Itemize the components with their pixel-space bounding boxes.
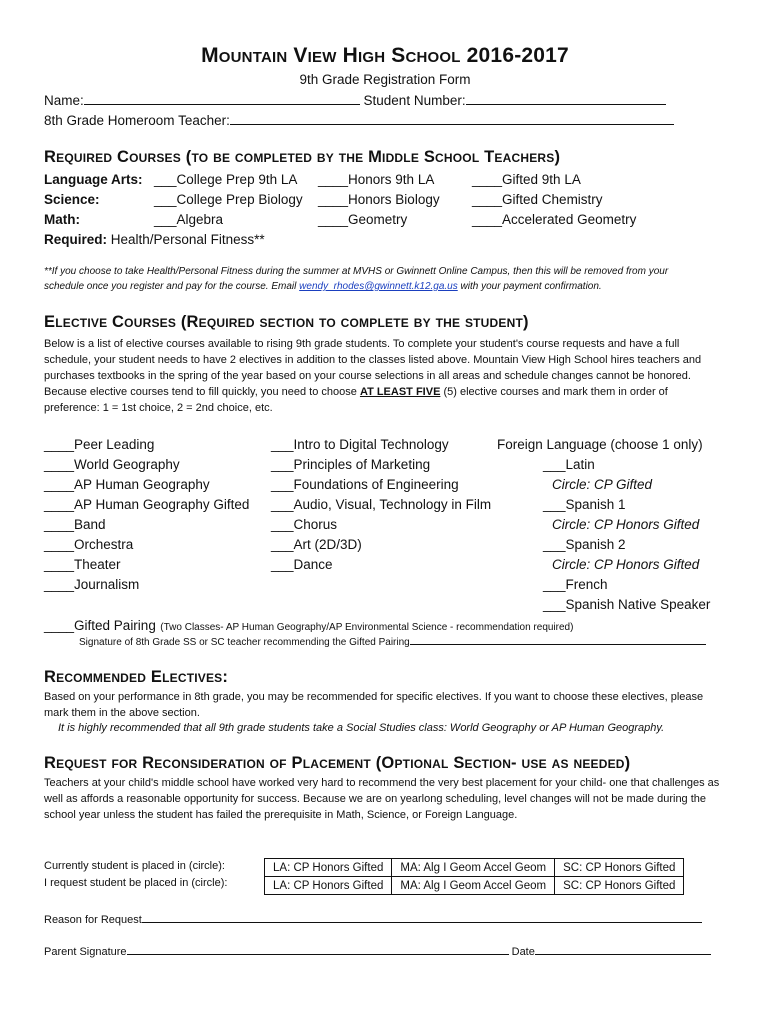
page-title: Mountain View High School 2016-2017 [201,44,569,67]
placement-table [264,858,684,895]
table-row [265,859,684,877]
parent-signature-row [44,943,711,958]
fitness-note-text-b: with your payment confirmation. [457,281,602,292]
required-value: Health/Personal Fitness** [110,232,265,247]
social-studies-note: It is highly recommended that all 9th grade students take a Social Studies class: World Geography or AP Human Geography. [58,722,665,734]
name-field[interactable] [84,92,360,105]
latin-level-circle[interactable]: Circle: CP Gifted [552,477,653,492]
current-placement-label: Currently student is placed in (circle): [44,860,225,872]
elective-heading: Elective Courses (Required section to complete by the student) [44,313,529,331]
spanish-1-level-circle[interactable]: Circle: CP Honors Gifted [552,517,700,532]
required-course-cp-la[interactable]: ___College Prep 9th LA [154,172,298,187]
name-label: Name: [44,93,84,108]
foreign-latin[interactable]: ___Latin [543,457,595,472]
elective-marketing[interactable]: ___Principles of Marketing [271,457,431,472]
elective-art[interactable]: ___Art (2D/3D) [271,537,362,552]
elective-journalism[interactable]: ____Journalism [44,577,140,592]
requested-placement-label: I request student be placed in (circle): [44,877,228,889]
required-course-honors-la[interactable]: ____Honors 9th LA [318,172,435,187]
fitness-note-line2 [44,281,602,292]
elective-intro-digital-tech[interactable]: ___Intro to Digital Technology [271,437,449,452]
required-course-gifted-la[interactable]: ____Gifted 9th LA [472,172,581,187]
fitness-note-line1: **If you choose to take Health/Personal Fitness during the summer at MVHS or Gwinnett Online Campus, then this will be removed from your [44,266,669,277]
required-label: Required: [44,232,108,247]
reason-field[interactable] [142,911,702,923]
required-course-honors-biology[interactable]: ____Honors Biology [318,192,440,207]
date-label: Date [511,946,535,958]
elective-peer-leading[interactable]: ____Peer Leading [44,437,155,452]
form-subtitle: 9th Grade Registration Form [299,72,471,87]
required-row [44,232,265,247]
gifted-signature-field[interactable] [410,634,706,645]
current-math-options[interactable]: MA: Alg I Geom Accel Geom [392,859,555,877]
homeroom-label: 8th Grade Homeroom Teacher: [44,113,230,128]
elective-instructions-a: Below is a list of elective courses available to rising 9th grade students. To complete your student's course requests and have a full schedule, your student needs to have 2 electives in addition to the classes listed above. Mountain View High School hires teachers and purchases textbooks in the spring of the year based on your course selections in all areas and schedule changes cannot be honored. Because elective courses tend to fill quickly, you need to choose [44,338,702,398]
reason-label: Reason for Request [44,914,142,926]
requested-la-options[interactable]: LA: CP Honors Gifted [265,877,392,895]
name-row [44,92,666,108]
table-row [265,877,684,895]
elective-instructions [44,336,724,416]
reconsideration-heading: Request for Reconsideration of Placement (Optional Section- use as needed) [44,754,631,772]
elective-world-geography[interactable]: ____World Geography [44,457,180,472]
recommended-heading: Recommended Electives: [44,668,229,686]
elective-orchestra[interactable]: ____Orchestra [44,537,134,552]
date-field[interactable] [535,943,711,955]
spanish-2-level-circle[interactable]: Circle: CP Honors Gifted [552,557,700,572]
math-label: Math: [44,212,80,227]
required-course-algebra[interactable]: ___Algebra [154,212,224,227]
recommended-text: Based on your performance in 8th grade, you may be recommended for specific electives. If you want to choose these electives, please mark them in the above section. [44,691,704,719]
elective-dance[interactable]: ___Dance [271,557,333,572]
current-science-options[interactable]: SC: CP Honors Gifted [555,859,684,877]
gifted-pairing-note: (Two Classes- AP Human Geography/AP Environmental Science - recommendation required) [160,622,574,633]
elective-ap-human-geography[interactable]: ____AP Human Geography [44,477,210,492]
parent-signature-label: Parent Signature [44,946,127,958]
elective-chorus[interactable]: ___Chorus [271,517,338,532]
elective-av-film[interactable]: ___Audio, Visual, Technology in Film [271,497,492,512]
gifted-pairing-option[interactable]: ____Gifted Pairing [44,618,156,633]
requested-science-options[interactable]: SC: CP Honors Gifted [555,877,684,895]
elective-ap-human-geography-gifted[interactable]: ____AP Human Geography Gifted [44,497,250,512]
science-label: Science: [44,192,100,207]
current-la-options[interactable]: LA: CP Honors Gifted [265,859,392,877]
foreign-french[interactable]: ___French [543,577,608,592]
la-label: Language Arts: [44,172,143,187]
reconsideration-text: Teachers at your child's middle school have worked very hard to recommend the very best placement for your child- one that challenges as well as affords a reasonable opportunity for success. Because we are on yearlong scheduling, level changes will not be made during the school year unless the student has failed the prerequisite in Math, Science, or Foreign Language. [44,777,720,821]
foreign-spanish-native[interactable]: ___Spanish Native Speaker [543,597,711,612]
elective-engineering[interactable]: ___Foundations of Engineering [271,477,459,492]
reason-row [44,911,702,926]
parent-signature-field[interactable] [127,943,509,955]
fitness-note-text-a: schedule once you register and pay for the course. Email [44,281,300,292]
required-heading: Required Courses (to be completed by the Middle School Teachers) [44,148,561,166]
gifted-signature-label: Signature of 8th Grade SS or SC teacher recommending the Gifted Pairing [79,637,410,648]
elective-instructions-b: (5) elective courses and mark them in order of preference: 1 = 1st choice, 2 = 2nd choice, etc. [44,386,668,414]
foreign-spanish-2[interactable]: ___Spanish 2 [543,537,626,552]
requested-math-options[interactable]: MA: Alg I Geom Accel Geom [392,877,555,895]
required-course-accel-geometry[interactable]: ____Accelerated Geometry [472,212,637,227]
student-number-label: Student Number: [363,93,466,108]
student-number-field[interactable] [466,92,666,105]
elective-band[interactable]: ____Band [44,517,106,532]
homeroom-field[interactable] [230,112,674,125]
required-course-geometry[interactable]: ____Geometry [318,212,408,227]
foreign-spanish-1[interactable]: ___Spanish 1 [543,497,626,512]
elective-theater[interactable]: ____Theater [44,557,121,572]
homeroom-row [44,112,674,128]
required-course-cp-biology[interactable]: ___College Prep Biology [154,192,303,207]
email-link[interactable]: wendy_rhodes@gwinnett.k12.ga.us [299,281,458,292]
foreign-language-heading: Foreign Language (choose 1 only) [497,437,703,452]
at-least-five: AT LEAST FIVE [359,386,441,398]
gifted-pairing-row [44,617,573,635]
gifted-signature-row [79,634,706,648]
required-course-gifted-chemistry[interactable]: ____Gifted Chemistry [472,192,603,207]
